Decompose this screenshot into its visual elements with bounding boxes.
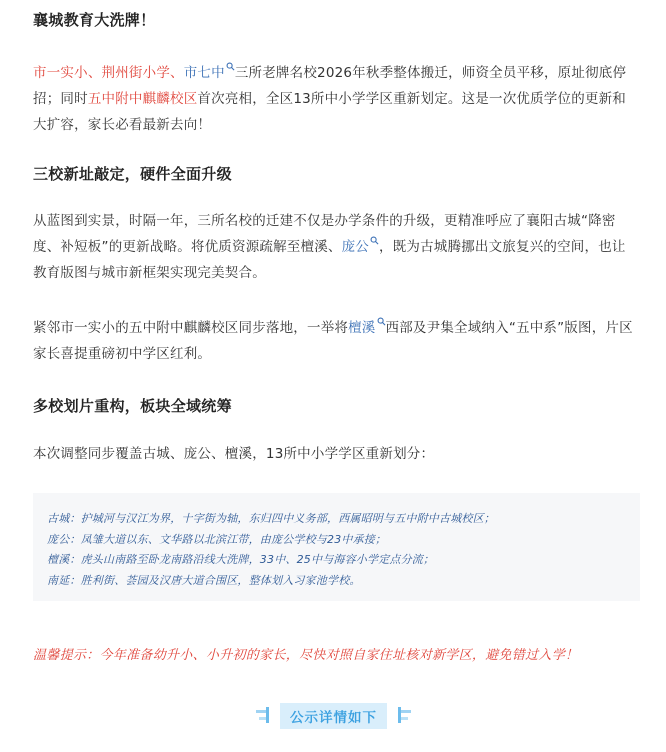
school-link-3[interactable]: 市七中 — [183, 65, 225, 81]
cta-group — [252, 701, 415, 731]
district-item-tanxi: 檀溪：虎头山南路至卧龙南路沿线大洗牌，33中、25中与海容小学定点分流； — [47, 553, 435, 566]
public-notice-button[interactable]: 公示详情如下 — [280, 703, 387, 729]
tanxi-link[interactable]: 檀溪 — [348, 320, 376, 336]
panggong-link[interactable]: 庞公 — [341, 239, 369, 255]
district-item-gucheng: 古城：护城河与汉江为界，十字街为轴，东归四中义务部，西属昭明与五中附中古城校区； — [47, 512, 495, 525]
section-heading-1: 三校新址敲定，硬件全面升级 — [33, 165, 232, 183]
section1-paragraph-1: 从蓝图到实景，时隔一年，三所名校的迁建不仅是办学条件的升级，更精准呼应了襄阳古城“降密度、补短板”的更新战略。将优质资源疏解至檀溪、庞公 ，既为古城腾挪出文旅复兴的空间，也让教育版图与城市新框架实现完美契合。 — [33, 213, 626, 281]
school-link-2[interactable]: 荆州街小学 — [101, 65, 171, 81]
tip-notice: 温馨提示：今年准备幼升小、小升初的家长，尽快对照自家住址核对新学区，避免错过入学！ — [33, 648, 579, 663]
flag-left-icon — [252, 703, 274, 729]
intro-paragraph: 市一实小、荆州街小学、市七中 三所老牌名校2026年秋季整体搬迁，师资全员平移，原址彻底停招；同时五中附中麒麟校区首次亮相，全区13所中小学学区重新划定。这是一次优质学位的更新和大扩容，家长必看最新去向！ — [33, 60, 639, 138]
search-icon[interactable] — [377, 317, 386, 326]
search-icon[interactable] — [370, 236, 379, 245]
district-item-panggong: 庞公：凤雏大道以东、文华路以北滨江带，由庞公学校与23中承接； — [47, 532, 387, 546]
school-link-1[interactable]: 市一实小 — [33, 65, 88, 81]
flag-right-icon — [393, 703, 415, 729]
campus-link[interactable]: 五中附中麒麟校区 — [87, 91, 198, 107]
search-icon[interactable] — [226, 62, 235, 71]
district-list — [33, 493, 640, 591]
district-quote-box — [33, 493, 640, 601]
section1-paragraph-2: 紧邻市一实小的五中附中麒麟校区同步落地，一举将檀溪 西部及尹集全域纳入“五中系”版图，片区家长喜提重磅初中学区红利。 — [33, 315, 639, 367]
section2-paragraph: 本次调整同步覆盖古城、庞公、檀溪，13所中小学学区重新划分： — [33, 446, 435, 462]
section-heading-2: 多校划片重构，板块全域统筹 — [33, 397, 232, 415]
article-title: 襄城教育大洗牌！ — [33, 11, 156, 29]
district-item-nanyan: 南延：胜利街、荟园及汉唐大道合围区，整体划入习家池学校。 — [47, 573, 361, 587]
